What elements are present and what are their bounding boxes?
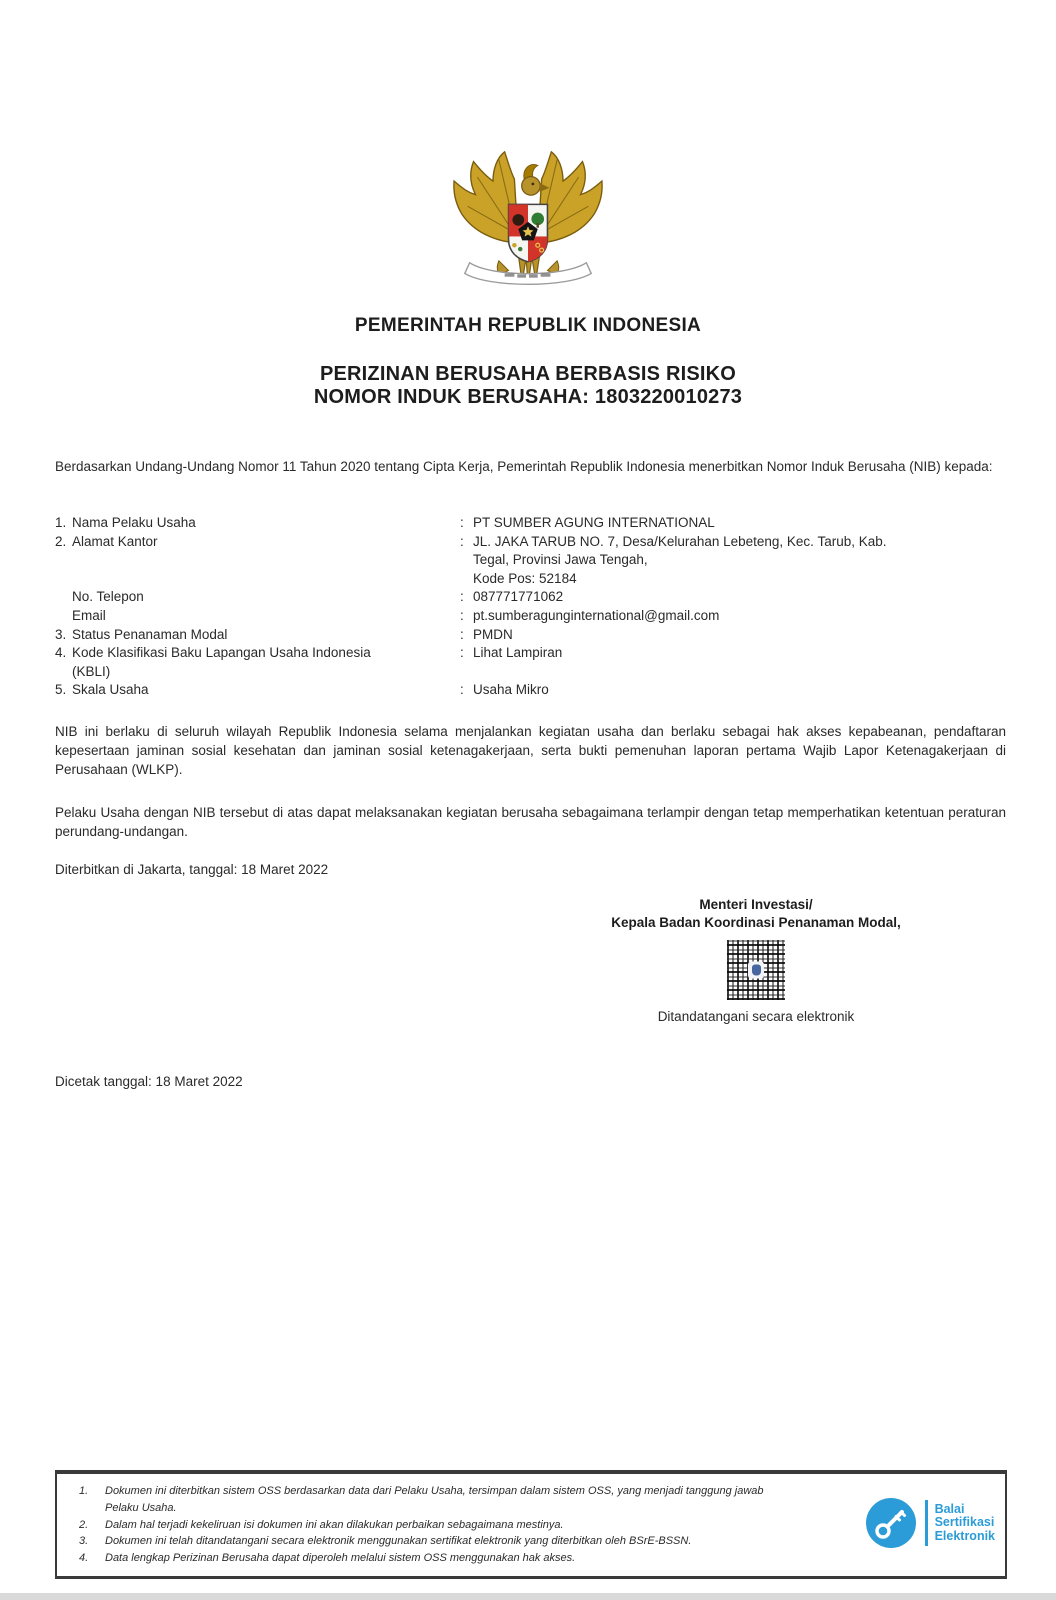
qr-center-badge xyxy=(748,962,764,979)
bse-logo-separator xyxy=(925,1500,928,1546)
footnote-2: 2. Dalam hal terjadi kekeliruan isi dokumen ini akan dilakukan perbaikan sebagaimana mestinya. xyxy=(79,1518,564,1531)
garuda-pancasila-emblem xyxy=(450,146,606,288)
field-nama-pelaku-usaha: 1. Nama Pelaku Usaha : PT SUMBER AGUNG INTERNATIONAL xyxy=(55,515,715,530)
document-title-block xyxy=(0,363,1056,409)
qr-center-logo-icon xyxy=(752,965,761,976)
electronic-signature-caption: Ditandatangani secara elektronik xyxy=(657,1009,855,1024)
page-bottom-edge xyxy=(0,1593,1056,1600)
field-skala-usaha: 5. Skala Usaha : Usaha Mikro xyxy=(55,682,549,698)
footnote-4: 4. Data lengkap Perizinan Berusaha dapat diperoleh melalui sistem OSS menggunakan hak akses. xyxy=(79,1552,576,1565)
signatory-title-line2: Kepala Badan Koordinasi Penanaman Modal, xyxy=(611,915,901,930)
issued-line: Diterbitkan di Jakarta, tanggal: 18 Maret 2022 xyxy=(55,862,329,877)
document-type-title: PERIZINAN BERUSAHA BERBASIS RISIKO xyxy=(319,363,737,385)
balai-sertifikasi-elektronik-logo xyxy=(866,1498,995,1548)
bse-logo-text: Balai Sertifikasi Elektronik xyxy=(934,1501,995,1543)
footnotes-list xyxy=(79,1483,849,1567)
qr-code-electronic-signature xyxy=(727,940,785,1000)
field-alamat-kantor: 2. Alamat Kantor : JL. JAKA TARUB NO. 7, Desa/Kelurahan Lebeteng, Kec. Tarub, Kab. Tegal, Provinsi Jawa Tengah, Kode Pos: 52184 xyxy=(55,533,887,586)
field-email: Email : pt.sumberagunginternational@gmail.com xyxy=(72,607,720,623)
intro-paragraph: Berdasarkan Undang-Undang Nomor 11 Tahun 2020 tentang Cipta Kerja, Pemerintah Republik Indonesia menerbitkan Nomor Induk Berusaha (NIB) kepada: xyxy=(55,459,993,474)
printed-line: Dicetak tanggal: 18 Maret 2022 xyxy=(55,1074,243,1089)
signature-block xyxy=(505,896,1007,1024)
nib-validity-paragraph: NIB ini berlaku di seluruh wilayah Republik Indonesia selama menjalankan kegiatan usaha dan berlaku sebagai hak akses kepabeanan, pendaftaran kepesertaan jaminan sosial kesehatan dan jaminan sosial ketenagakerjaan, serta bukti pemenuhan laporan pertama Wajib Lapor Ketenagakerjaan di Perusahaan (WLKP). xyxy=(55,724,1006,777)
footnote-3: 3. Dokumen ini telah ditandatangani secara elektronik menggunakan sertifikat elektronik yang diterbitkan oleh BSrE-BSSN. xyxy=(79,1535,692,1548)
field-status-penanaman-modal: 3. Status Penanaman Modal : PMDN xyxy=(55,626,513,642)
footer-notes-box xyxy=(55,1470,1007,1579)
bse-key-icon xyxy=(866,1498,916,1548)
government-title: PEMERINTAH REPUBLIK INDONESIA xyxy=(354,315,702,336)
footnote-1: 1. Dokumen ini diterbitkan sistem OSS berdasarkan data dari Pelaku Usaha, tersimpan dalam sistem OSS, yang menjadi tanggung jawab Pelaku Usaha. xyxy=(79,1485,764,1514)
field-kbli: 4. Kode Klasifikasi Baku Lapangan Usaha Indonesia (KBLI) : Lihat Lampiran xyxy=(55,645,563,679)
nib-number-title: NOMOR INDUK BERUSAHA: 1803220010273 xyxy=(313,386,743,408)
field-no-telepon: No. Telepon : 087771771062 xyxy=(72,589,564,605)
business-fields-list xyxy=(55,514,1006,700)
business-activity-paragraph: Pelaku Usaha dengan NIB tersebut di atas dapat melaksanakan kegiatan berusaha sebagaimana terlampir dengan tetap memperhatikan ketentuan peraturan perundang-undangan. xyxy=(55,805,1006,839)
signatory-title-line1: Menteri Investasi/ xyxy=(699,897,813,912)
